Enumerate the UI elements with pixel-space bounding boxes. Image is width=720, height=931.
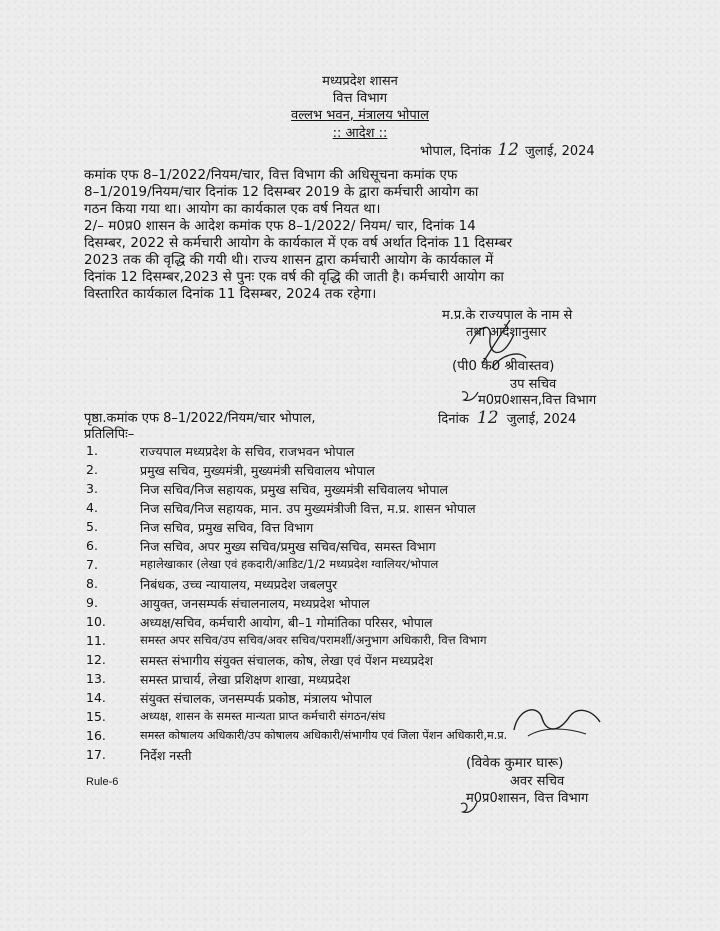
endorsement-date-day: 12: [476, 408, 499, 428]
sig1-name: (पी0 के0 श्रीवास्तव): [452, 358, 555, 374]
sig2-initial-mark: [458, 798, 480, 816]
sig1-authority: म.प्र.के राज्यपाल के नाम से: [442, 308, 573, 323]
para2-line3: 2023 तक की वृद्धि की गयी थी। राज्य शासन द्वारा कर्मचारी आयोग के कार्यकाल में: [84, 253, 494, 268]
date-day-handwritten: 12: [497, 140, 519, 160]
sig2-signature-scribble: [508, 700, 608, 740]
para1-line2: 8–1/2019/नियम/चार दिनांक 12 दिसम्बर 2019 के द्वारा कर्मचारी आयोग का: [84, 185, 479, 200]
sig2-designation: अवर सचिव: [510, 774, 565, 789]
para2-line1: 2/– म0प्र0 शासन के आदेश कमांक एफ 8–1/2022/ नियम/ चार, दिनांक 14: [84, 219, 476, 234]
sig1-order-phrase: तथा आदेशानुसार: [466, 325, 547, 340]
header-order-title: :: आदेश ::: [332, 126, 388, 141]
sig2-name: (विवेक कुमार घारू): [466, 755, 564, 771]
endorsement-date-prefix: दिनांक: [438, 412, 469, 427]
para1-line3: गठन किया गया था। आयोग का कार्यकाल एक वर्ष नियत था।: [84, 202, 381, 217]
para2-line5: विस्तारित कार्यकाल दिनांक 11 दिसम्बर, 2024 तक रहेगा।: [84, 287, 377, 302]
order-date: [420, 140, 595, 160]
para2-line2: दिसम्बर, 2022 से कर्मचारी आयोग के कार्यकाल में एक वर्ष अर्थात दिनांक 11 दिसम्बर: [84, 236, 513, 251]
date-suffix: जुलाई, 2024: [525, 144, 595, 159]
endorsement-date-suffix: जुलाई, 2024: [506, 412, 577, 427]
sig1-office: म0प्र0शासन,वित्त विभाग: [478, 393, 597, 408]
copy-to-label: प्रतिलिपिः–: [84, 427, 135, 442]
para1-line1: कमांक एफ 8–1/2022/नियम/चार, वित्त विभाग की अधिसूचना कमांक एफ: [84, 168, 458, 183]
header-address: वल्लभ भवन, मंत्रालय भोपाल: [291, 108, 429, 123]
para2-line4: दिनांक 12 दिसम्बर,2023 से पुनः एक वर्ष की वृद्धि की जाती है। कर्मचारी आयोग का: [84, 270, 504, 285]
header-government: मध्यप्रदेश शासन: [322, 74, 398, 89]
sig2-office: म0प्र0शासन, वित्त विभाग: [466, 791, 589, 806]
date-prefix: भोपाल, दिनांक: [420, 144, 492, 159]
sig1-designation: उप सचिव: [510, 377, 557, 392]
sig1-initial-mark: [460, 388, 480, 406]
endorsement-date: [438, 408, 576, 428]
endorsement-number: पृष्ठा.कमांक एफ 8–1/2022/नियम/चार भोपाल,: [84, 411, 316, 426]
header-department: वित्त विभाग: [332, 91, 388, 106]
footer-rule-label: Rule-6: [86, 776, 119, 788]
document-page: मध्यप्रदेश शासन वित्त विभाग वल्लभ भवन, मंत्रालय भोपाल :: आदेश :: भोपाल, दिनांक 12 जुलाई, 2024 कमांक एफ 8–1/2022/नियम/चार, वित्त विभाग की अधिसूचना कमांक एफ 8–1/2019/नियम/चार दिनांक 12 दिसम्बर 2019 के द्वारा कर्मचारी आयोग का गठन किया गया था। आयोग का कार्यकाल एक वर्ष नियत था। 2/– म0प्र0 शासन के आदेश कमांक एफ 8–1/2022/ नियम/ चार, दिनांक 14 दिसम्बर, 2022 से कर्मचारी आयोग के कार्यकाल में एक वर्ष अर्थात दिनांक 11 दिसम्बर 2023 तक की वृद्धि की गयी थी। राज्य शासन द्वारा कर्मचारी आयोग के कार्यकाल में दिनांक 12 दिसम्बर,2023 से पुनः एक वर्ष की वृद्धि की जाती है। कर्मचारी आयोग का विस्तारित कार्यकाल दिनांक 11 दिसम्बर, 2024 तक रहेगा। म.प्र.के राज्यपाल के नाम से तथा आदेशानुसार (पी0 के0 श्रीवास्तव) उप सचिव म0प्र0शासन,वित्त विभाग पृष्ठा.कमांक एफ 8–1/2022/नियम/चार भोपाल, दिनांक 12 जुलाई, 2024 प्रतिलिपिः– 1. राज्यपाल मध्यप्रदेश के सचिव, राजभवन भोपाल 2. प्रमुख सचिव, मुख्यमंत्री, मुख्यमंत्री सचिवालय भोपाल 3. निज सचिव/निज सहायक, प्रमुख सचिव, मुख्यमंत्री सचिवालय भोपाल 4. निज सचिव/निज सहायक, मान. उप मुख्यमंत्रीजी वित्त, म.प्र. शासन भोपाल 5. निज सचिव, प्रमुख सचिव, वित्त विभाग 6. निज सचिव, अपर मुख्य सचिव/प्रमुख सचिव/सचिव, समस्त विभाग 7. महालेखाकार (लेखा एवं हकदारी/आडिट/1/2 मध्यप्रदेश ग्वालियर/भोपाल 8. निबंधक, उच्च न्यायालय, मध्यप्रदेश जबलपुर 9. आयुक्त, जनसम्पर्क संचालनालय, मध्यप्रदेश भोपाल 10. अध्यक्ष/सचिव, कर्मचारी आयोग, बी–1 गोमांतिका परिसर, भोपाल 11. समस्त अपर सचिव/उप सचिव/अवर सचिव/परामर्शी/अनुभाग अधिकारी, वित्त विभाग 12. समस्त संभागीय संयुक्त संचालक, कोष, लेखा एवं पेंशन मध्यप्रदेश 13. समस्त प्राचार्य, लेखा प्रशिक्षण शाखा, मध्यप्रदेश 14. संयुक्त संचालक, जनसम्पर्क प्रकोष्ठ, मंत्रालय भोपाल 15. अध्यक्ष, शासन के समस्त मान्यता प्राप्त कर्मचारी संगठन/संघ 16. समस्त कोषालय अधिकारी/उप कोषालय अधिकारी/संभागीय एवं जिला पेंशन अधिकारी,म.प्र. 17. निर्देश नस्ती (विवेक कुमार घारू) अवर सचिव म0प्र0शासन, वित्त विभाग Rule-6: [0, 0, 720, 931]
